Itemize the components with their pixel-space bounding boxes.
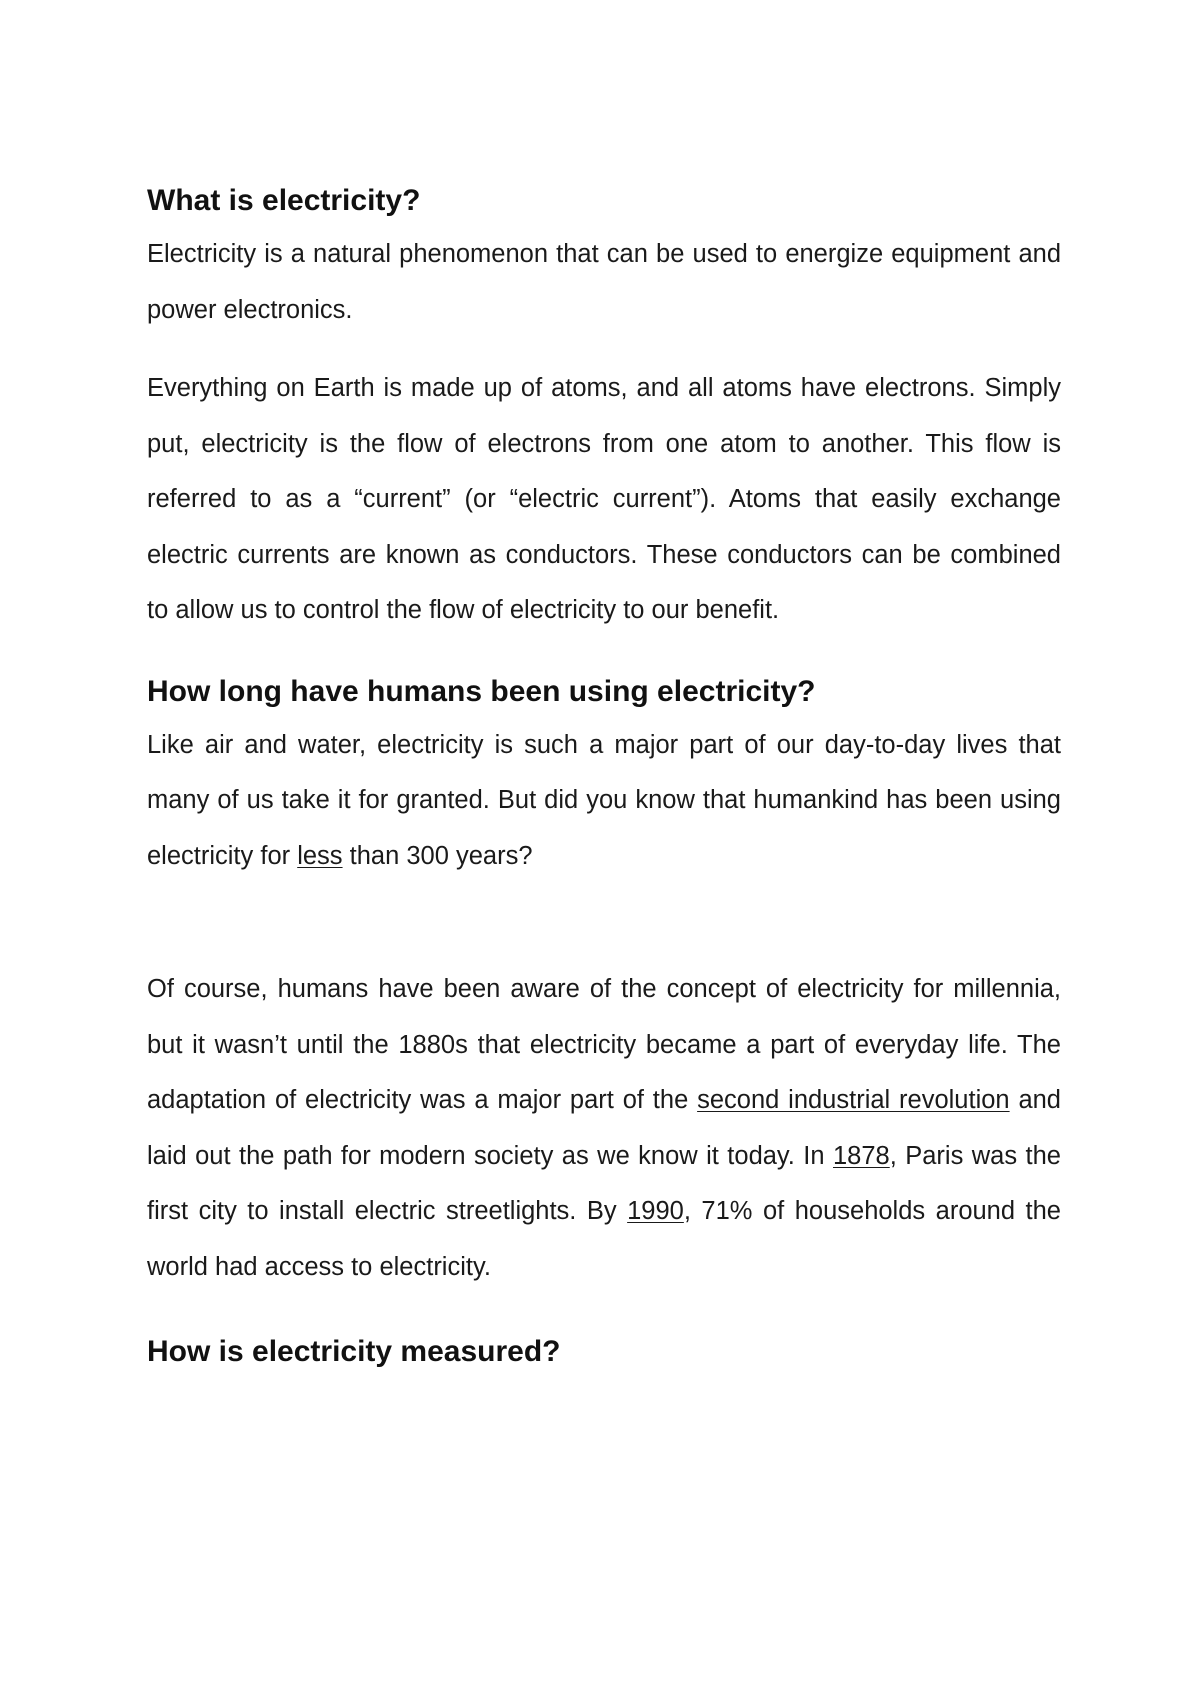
document-page (147, 178, 1061, 1369)
section-heading-history: How long have humans been using electricity? (147, 674, 816, 708)
text-span: , Paris was the first city to install electric streetlights. By (147, 1141, 1061, 1225)
section-heading-what-is-electricity: What is electricity? (147, 184, 421, 217)
text-span: , 71% of households around the world had access to electricity. (147, 1197, 1061, 1281)
paragraph-history-detail (147, 962, 1061, 1295)
year-1990-link[interactable]: 1990 (627, 1197, 684, 1225)
year-1878-link[interactable]: 1878 (833, 1141, 890, 1170)
paragraph-atoms: Everything on Earth is made up of atoms, and all atoms have electrons. Simply put, electricity is the flow of electrons from one atom to another. This flow is referred to as a “current” (or “electric current”). Atoms that easily exchange electric currents are known as conductors. These conductors can be combined to allow us to control the flow of electricity to our benefit. (147, 374, 1061, 624)
paragraph-definition: Electricity is a natural phenomenon that can be used to energize equipment and power electronics. (147, 240, 1061, 324)
paragraph-history-intro (147, 718, 1061, 885)
text-span: Like air and water, electricity is such a major part of our day-to-day lives that many of us take it for granted. But did you know that humankind has been using electricity for (147, 730, 1061, 870)
second-industrial-revolution-link[interactable]: second industrial revolution (697, 1086, 1010, 1114)
less-link[interactable]: less (297, 841, 343, 870)
section-heading-measurement: How is electricity measured? (147, 1335, 561, 1368)
text-span: and laid out the path for modern society as we know it today. In (147, 1086, 1061, 1170)
text-span: than 300 years? (342, 841, 533, 870)
text-span: Of course, humans have been aware of the concept of electricity for millennia, but it wasn’t until the 1880s that electricity became a part of everyday life. The adaptation of electricity was a major part of the (147, 975, 1061, 1114)
